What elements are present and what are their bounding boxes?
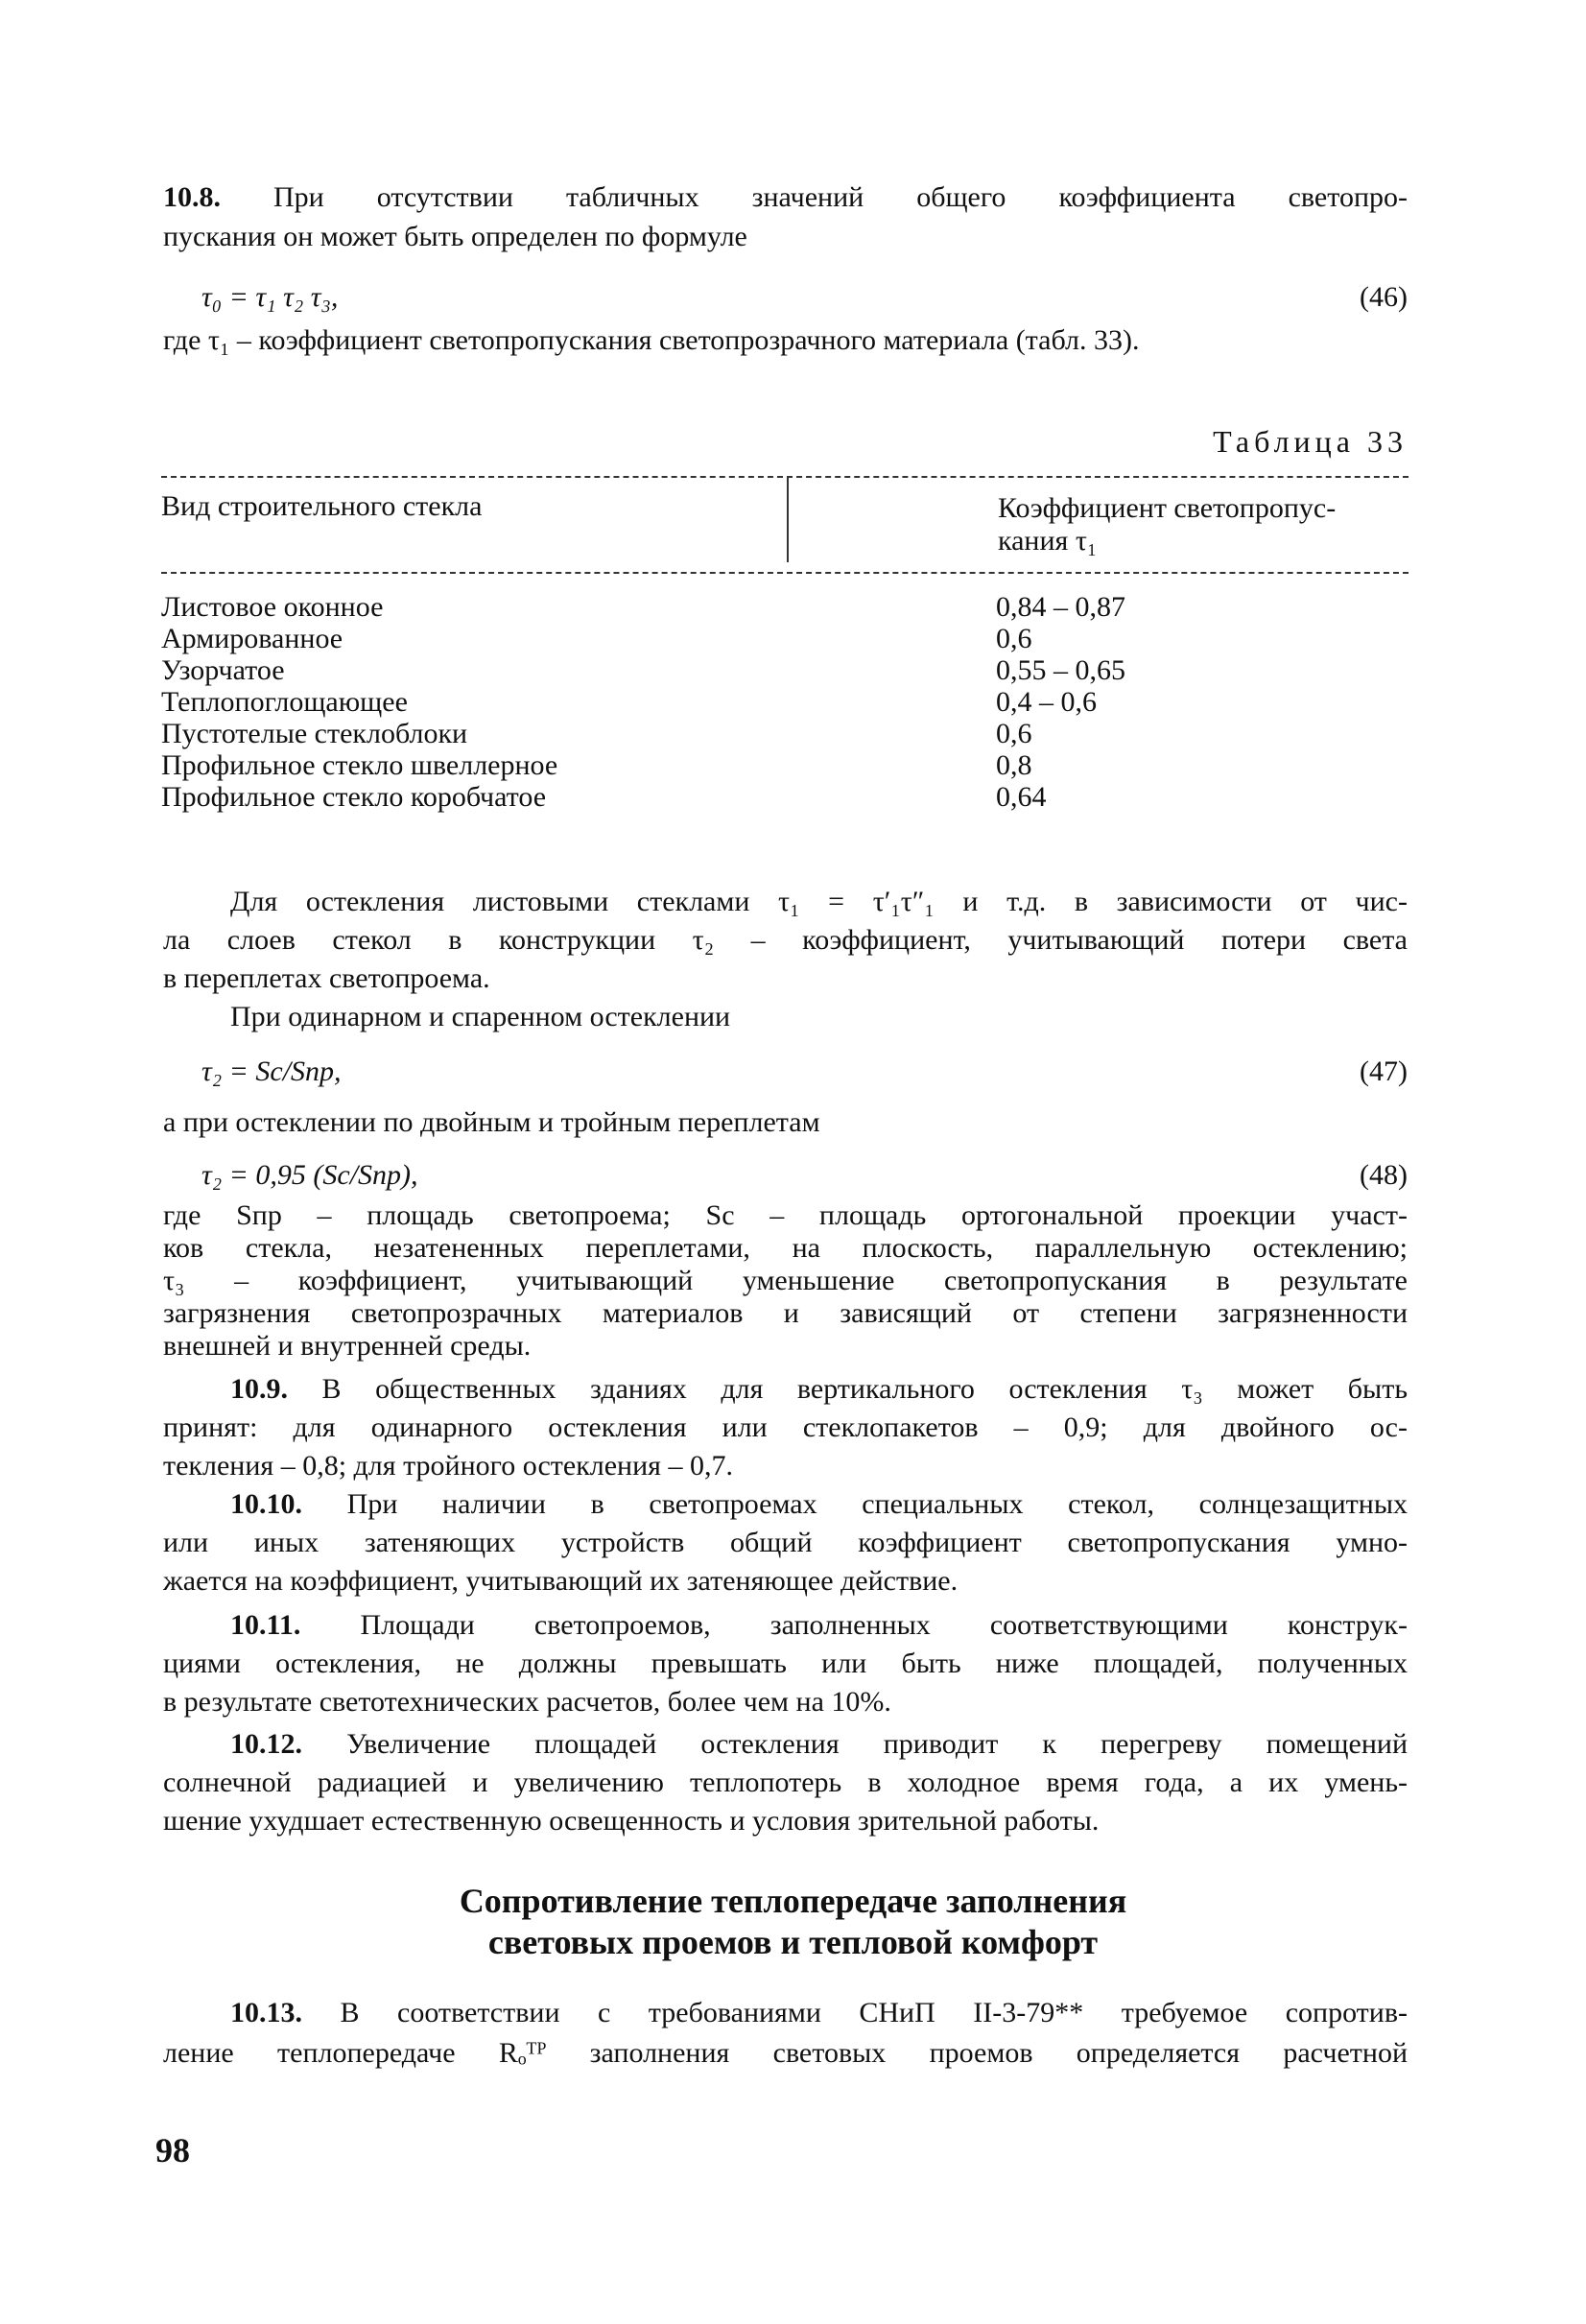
coefficient-value: 0,64: [996, 781, 1047, 813]
coefficient-value: 0,6: [996, 718, 1032, 749]
paragraph-10-9-line3: текления – 0,8; для тройного остекления – 0,7.: [163, 1450, 733, 1482]
where-block-line3: τ₃ – коэффициент, учитывающий уменьшение светопропускания в результате: [163, 1265, 1408, 1296]
double-glazing-text: а при остеклении по двойным и тройным переплетам: [163, 1106, 820, 1138]
formula-47-number: (47): [1360, 1055, 1408, 1087]
paragraph-10-12-line1: [230, 1725, 1408, 1764]
paragraph-10-11-line1: [230, 1606, 1408, 1645]
table-row: [161, 592, 1408, 624]
coefficient-value: 0,55 – 0,65: [996, 654, 1125, 686]
paragraph-text: При отсутствии табличных значений общего коэффициента светопро-: [273, 181, 1408, 213]
paragraph-10-8-line2: пускания он может быть определен по формуле: [163, 221, 747, 252]
table-header-glass-type: Вид строительного стекла: [161, 490, 483, 522]
glass-type: Теплопоглощающее: [161, 686, 408, 718]
paragraph-number: 10.10.: [230, 1488, 302, 1520]
paragraph-10-12-line2: солнечной радиацией и увеличению теплопотерь в холодное время года, а их умень-: [163, 1767, 1408, 1798]
paragraph-text: В соответствии с требованиями СНиП II-3-79** требуемое сопротив-: [340, 1997, 1408, 2028]
paragraph-10-9-line1: [230, 1370, 1408, 1409]
table-header-coefficient-line2: кания τ₁: [998, 525, 1098, 557]
paragraph-number: 10.11.: [230, 1609, 301, 1641]
glass-type: Армированное: [161, 623, 343, 654]
table-row: [161, 782, 1408, 814]
table-top-rule: [161, 476, 1408, 478]
formula-48: τ₂ = 0,95 (Sс/Sпр),: [201, 1159, 418, 1191]
where-tau1: где τ₁ – коэффициент светопропускания светопрозрачного материала (табл. 33).: [163, 324, 1140, 356]
paragraph-text: В общественных зданиях для вертикального остекления τ₃ может быть: [321, 1373, 1408, 1405]
sheet-glazing-line3: в переплетах светопроема.: [163, 962, 490, 994]
paragraph-10-12-line3: шение ухудшает естественную освещенность и условия зрительной работы.: [163, 1805, 1100, 1837]
coefficient-value: 0,8: [996, 749, 1032, 781]
section-heading-line2: световых проемов и тепловой комфорт: [487, 1923, 1099, 1961]
where-block-line4: загрязнения светопрозрачных материалов и зависящий от степени загрязненности: [163, 1297, 1408, 1329]
paragraph-10-13-line2: ление теплопередаче Rₒᵀᴾ заполнения световых проемов определяется расчетной: [163, 2037, 1408, 2069]
glass-type: Пустотелые стеклоблоки: [161, 718, 468, 749]
glass-type: Профильное стекло швеллерное: [161, 749, 558, 781]
table-column-divider: [787, 476, 789, 562]
table-title: Таблица 33: [1213, 424, 1408, 459]
where-block-line2: ков стекла, незатененных переплетами, на плоскость, параллельную остеклению;: [163, 1232, 1408, 1264]
formula-46: τ₀ = τ₁ τ₂ τ₃,: [201, 281, 339, 313]
coefficient-value: 0,84 – 0,87: [996, 591, 1125, 623]
paragraph-text: Увеличение площадей остекления приводит к перегреву помещений: [346, 1728, 1408, 1760]
where-block-line5: внешней и внутренней среды.: [163, 1330, 532, 1362]
coefficient-value: 0,4 – 0,6: [996, 686, 1097, 718]
paragraph-10-10-line2: или иных затеняющих устройств общий коэффициент светопропускания умно-: [163, 1527, 1408, 1558]
paragraph-10-13-line1: [230, 1994, 1408, 2032]
formula-46-number: (46): [1360, 281, 1408, 313]
table-header-rule: [161, 572, 1408, 574]
single-glazing-text: При одинарном и спаренном остеклении: [230, 1001, 731, 1032]
paragraph-10-10-line1: [230, 1485, 1408, 1524]
coefficient-value: 0,6: [996, 623, 1032, 654]
glass-type: Профильное стекло коробчатое: [161, 781, 547, 813]
paragraph-10-11-line2: циями остекления, не должны превышать или быть ниже площадей, полученных: [163, 1648, 1408, 1679]
page-number: 98: [155, 2131, 190, 2170]
paragraph-text: При наличии в светопроемах специальных стекол, солнцезащитных: [346, 1488, 1408, 1520]
paragraph-number: 10.8.: [163, 181, 221, 213]
sheet-glazing-line1: Для остекления листовыми стеклами τ₁ = τ′₁τ″₁ и т.д. в зависимости от чис-: [230, 886, 1408, 917]
paragraph-10-9-line2: принят: для одинарного остекления или стеклопакетов – 0,9; для двойного ос-: [163, 1411, 1408, 1443]
paragraph-10-10-line3: жается на коэффициент, учитывающий их затеняющее действие.: [163, 1565, 959, 1597]
table-header-coefficient: Коэффициент светопропус-: [998, 492, 1337, 524]
paragraph-10-8-line1: [163, 178, 1408, 217]
formula-47: τ₂ = Sс/Sпр,: [201, 1055, 342, 1087]
sheet-glazing-line2: ла слоев стекол в конструкции τ₂ – коэффициент, учитывающий потери света: [163, 924, 1408, 956]
table-row: [161, 624, 1408, 655]
paragraph-number: 10.12.: [230, 1728, 302, 1760]
glass-type: Узорчатое: [161, 654, 285, 686]
paragraph-number: 10.13.: [230, 1997, 302, 2028]
paragraph-10-11-line3: в результате светотехнических расчетов, более чем на 10%.: [163, 1686, 891, 1718]
paragraph-text: Площади светопроемов, заполненных соответствующими конструк-: [360, 1609, 1408, 1641]
section-heading-line1: Сопротивление теплопередаче заполнения: [459, 1882, 1127, 1920]
paragraph-number: 10.9.: [230, 1373, 288, 1405]
glass-type: Листовое оконное: [161, 591, 384, 623]
where-block-line1: где Sпр – площадь светопроема; Sс – площадь ортогональной проекции участ-: [163, 1199, 1408, 1231]
formula-48-number: (48): [1360, 1159, 1408, 1191]
